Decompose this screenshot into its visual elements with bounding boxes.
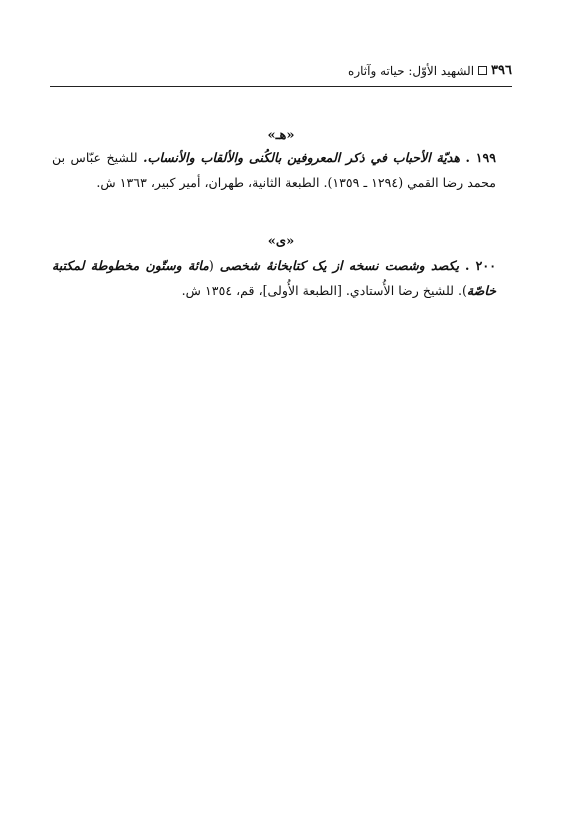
entry-number: ٢٠٠ . bbox=[464, 258, 496, 273]
section-letter-ya: «ى» bbox=[267, 234, 295, 249]
entry-details: ). للشيخ رضا الأُستادي. [الطبعة الأُولى]، قم، ١٣٥٤ ش. bbox=[181, 283, 467, 298]
translated-title: مائة وستّون مخطوطة لمكتبة خاصّة bbox=[52, 258, 496, 298]
entry-title: هديّة الأحباب في ذكر المعروفين بالكُنى والألقاب والأنساب. bbox=[143, 150, 461, 165]
section-letter-ha: «هـ» bbox=[267, 128, 295, 143]
entry-number: ١٩٩ . bbox=[465, 150, 496, 165]
bibliography-entry-199 bbox=[52, 145, 496, 195]
entry-details: للشيخ عبّاس بن محمد رضا القمي (١٢٩٤ ـ ١٣٥٩). الطبعة الثانية، طهران، أمير كبير، ١٣٦٣ ش. bbox=[52, 150, 496, 190]
page-number: ٣٩٦ bbox=[491, 63, 512, 78]
paren-open: ( bbox=[208, 258, 214, 273]
page-header bbox=[50, 62, 512, 87]
entry-title: يكصد وشصت نسخه از يک كتابخانهٔ شخصى bbox=[219, 258, 460, 273]
bibliography-entry-200 bbox=[52, 253, 496, 303]
header-content bbox=[348, 63, 512, 78]
square-separator-icon bbox=[478, 66, 487, 75]
running-title: الشهيد الأوّل: حياته وآثاره bbox=[348, 63, 475, 78]
